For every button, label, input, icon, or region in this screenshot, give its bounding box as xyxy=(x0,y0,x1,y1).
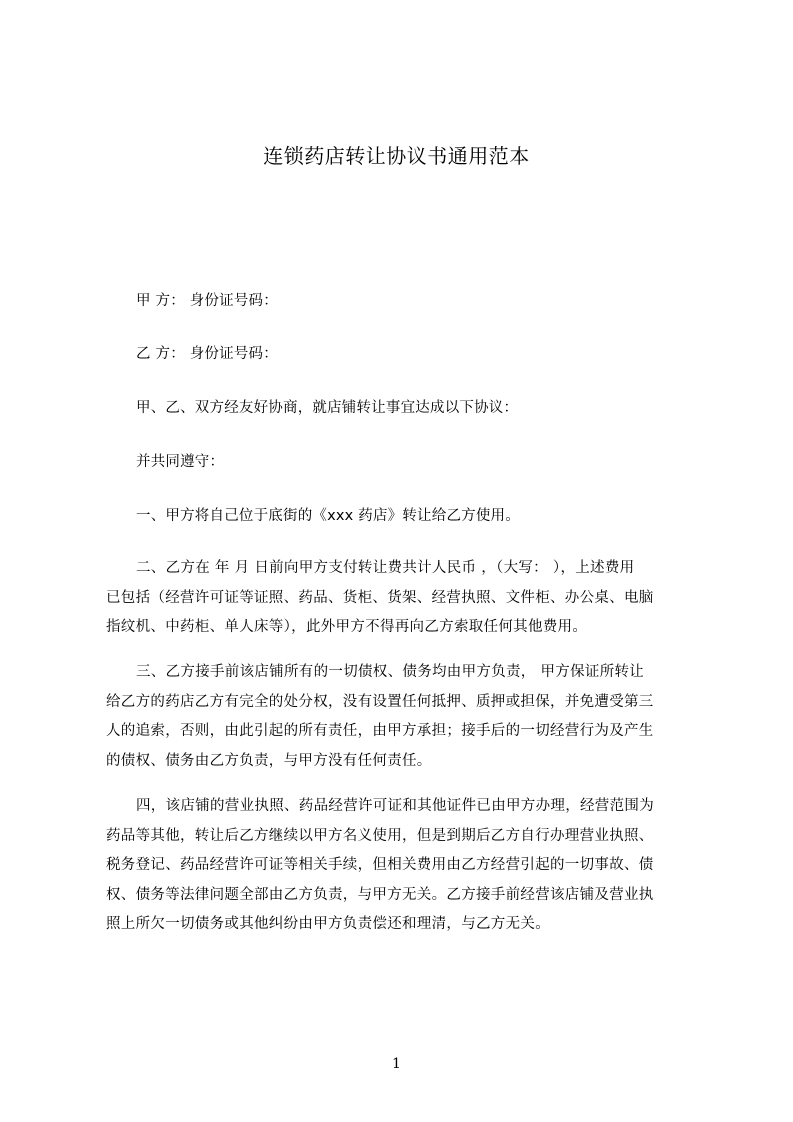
clause-2 xyxy=(106,554,700,643)
clause-4-line: 权、债务等法律问题全部由乙方负责，与甲方无关。乙方接手前经营该店铺及营业执 xyxy=(106,886,654,903)
clause-3-line: 的债权、债务由乙方负责，与甲方没有任何责任。 xyxy=(106,752,432,769)
party-b-line: 乙 方： 身份证号码： xyxy=(136,346,278,362)
clause-4-line: 照上所欠一切债务或其他纠纷由甲方负责偿还和理清，与乙方无关。 xyxy=(106,916,550,933)
intro-line: 甲、乙、双方经友好协商，就店铺转让事宜达成以下协议： xyxy=(136,400,519,416)
party-a-line: 甲 方： 身份证号码： xyxy=(136,293,278,309)
page-number: 1 xyxy=(392,1056,401,1072)
clause-4 xyxy=(106,792,700,940)
clause-2-line: 二、乙方在 年 月 日前向甲方支付转让费共计人民币 ，（大写： ），上述费用 xyxy=(136,560,635,576)
clause-4-line: 税务登记、药品经营许可证等相关手续，但相关费用由乙方经营引起的一切事故、债 xyxy=(106,857,654,874)
clause-2-line: 指纹机、中药柜、单人床等），此外甲方不得再向乙方索取任何其他费用。 xyxy=(106,619,588,636)
clause-3-line: 给乙方的药店乙方有完全的处分权，没有设置任何抵押、质押或担保，并免遭受第三 xyxy=(106,693,654,710)
clause-1: 一、甲方将自己位于底街的《xxx 药店》转让给乙方使用。 xyxy=(136,508,520,524)
clause-2-line: 已包括（经营许可证等证照、药品、货柜、货架、经营执照、文件柜、办公桌、电脑 xyxy=(106,589,654,606)
clause-3 xyxy=(106,658,700,776)
clause-4-line: 四，该店铺的营业执照、药品经营许可证和其他证件已由甲方办理，经营范围为 xyxy=(136,798,654,814)
comply-line: 并共同遵守： xyxy=(136,454,225,470)
clause-3-line: 人的追索，否则，由此引起的所有责任，由甲方承担；接手后的一切经营行为及产生 xyxy=(106,723,654,740)
document-title: 连锁药店转让协议书通用范本 xyxy=(263,144,530,168)
clause-3-line: 三、乙方接手前该店铺所有的一切债权、债务均由甲方负责， 甲方保证所转让 xyxy=(136,664,645,680)
clause-4-line: 药品等其他，转让后乙方继续以甲方名义使用，但是到期后乙方自行办理营业执照、 xyxy=(106,827,654,844)
